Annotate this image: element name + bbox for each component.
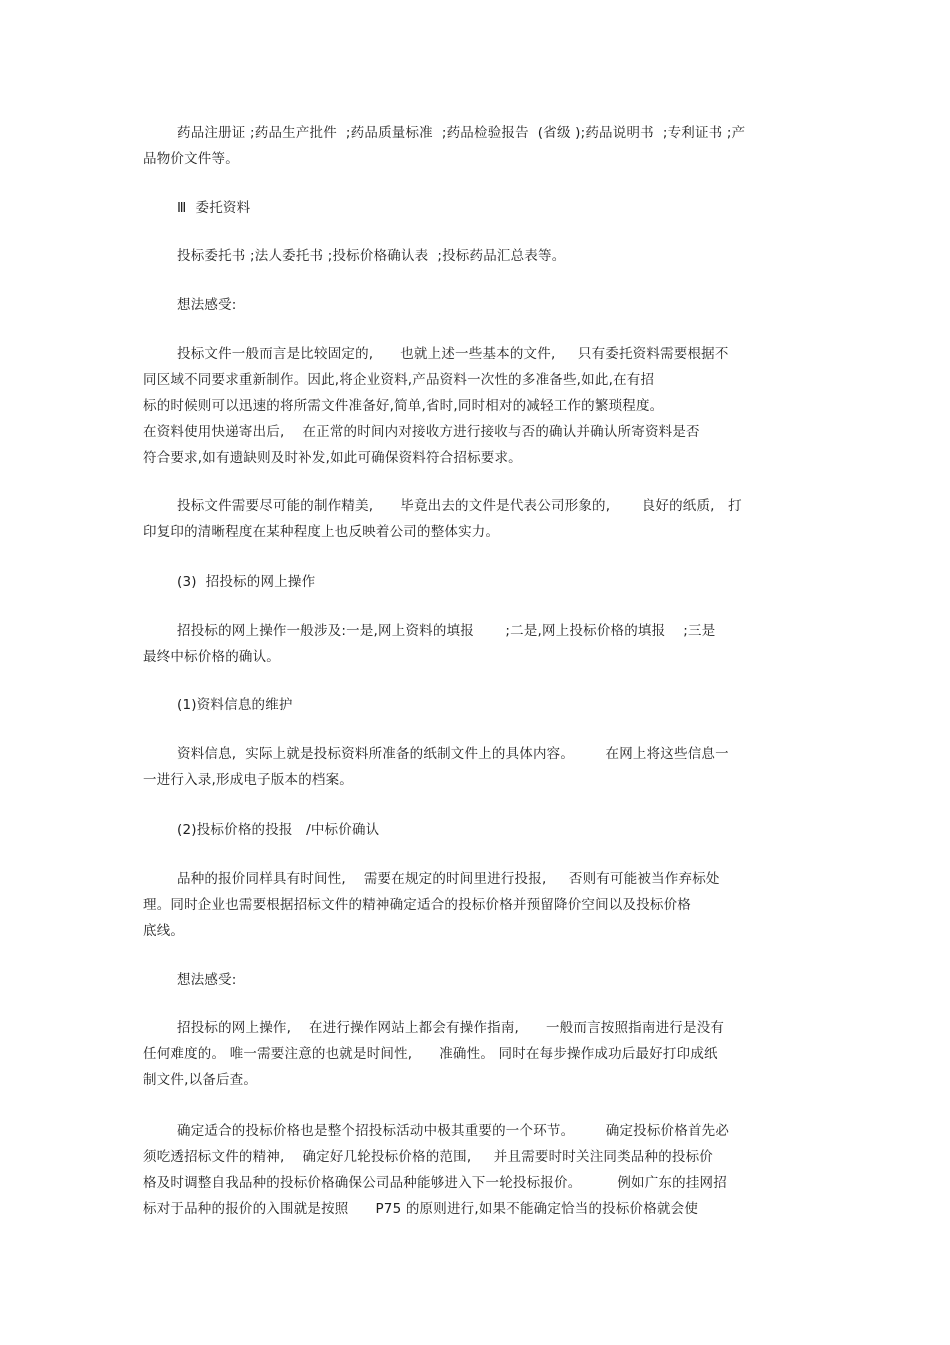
text-line: 品物价文件等。	[143, 151, 239, 167]
section-heading: 想法感受:	[177, 972, 237, 988]
text-line: 品种的报价同样具有时间性, 需要在规定的时间里进行投报, 否则有可能被当作弃标处	[177, 871, 720, 887]
text-line: 招投标的网上操作一般涉及:一是,网上资料的填报 ;二是,网上投标价格的填报 ;三是	[177, 623, 716, 639]
text-line: 理。同时企业也需要根据招标文件的精神确定适合的投标价格并预留降价空间以及投标价格	[143, 897, 691, 913]
text-line: 任何难度的。 唯一需要注意的也就是时间性, 准确性。 同时在每步操作成功后最好打印成纸	[143, 1046, 718, 1062]
text-line: 标对于品种的报价的入围就是按照 P75 的原则进行,如果不能确定恰当的投标价格就会使	[143, 1201, 699, 1217]
text-line: 在资料使用快递寄出后, 在正常的时间内对接收方进行接收与否的确认并确认所寄资料是否	[143, 424, 700, 440]
text-line: 一进行入录,形成电子版本的档案。	[143, 772, 353, 788]
text-line: 投标委托书 ;法人委托书 ;投标价格确认表 ;投标药品汇总表等。	[177, 248, 566, 264]
text-line: 格及时调整自我品种的投标价格确保公司品种能够进入下一轮投标报价。 例如广东的挂网招	[143, 1175, 727, 1191]
section-heading: 想法感受:	[177, 297, 237, 313]
text-line: 招投标的网上操作, 在进行操作网站上都会有操作指南, 一般而言按照指南进行是没有	[177, 1020, 725, 1036]
section-heading: (2)投标价格的投报 /中标价确认	[177, 822, 380, 838]
section-heading: Ⅲ 委托资料	[177, 200, 251, 216]
text-line: 底线。	[143, 923, 185, 939]
text-line: 须吃透招标文件的精神, 确定好几轮投标价格的范围, 并且需要时时关注同类品种的投标价	[143, 1149, 714, 1165]
text-line: 最终中标价格的确认。	[143, 649, 280, 665]
section-heading: (3) 招投标的网上操作	[177, 574, 316, 590]
text-line: 投标文件一般而言是比较固定的, 也就上述一些基本的文件, 只有委托资料需要根据不	[177, 346, 729, 362]
text-line: 投标文件需要尽可能的制作精美, 毕竟出去的文件是代表公司形象的, 良好的纸质, 打	[177, 498, 742, 514]
text-line: 制文件,以备后查。	[143, 1072, 258, 1088]
text-line: 符合要求,如有遗缺则及时补发,如此可确保资料符合招标要求。	[143, 450, 522, 466]
text-line: 印复印的清晰程度在某种程度上也反映着公司的整体实力。	[143, 524, 500, 540]
section-heading: (1)资料信息的维护	[177, 697, 293, 713]
text-line: 确定适合的投标价格也是整个招投标活动中极其重要的一个环节。 确定投标价格首先必	[177, 1123, 730, 1139]
text-line: 资料信息, 实际上就是投标资料所准备的纸制文件上的具体内容。 在网上将这些信息一	[177, 746, 729, 762]
text-line: 同区域不同要求重新制作。因此,将企业资料,产品资料一次性的多准备些,如此,在有招	[143, 372, 655, 388]
text-line: 标的时候则可以迅速的将所需文件准备好,简单,省时,同时相对的减轻工作的繁琐程度。	[143, 398, 664, 414]
text-line: 药品注册证 ;药品生产批件 ;药品质量标准 ;药品检验报告 (省级 );药品说明书 ;专利证书 ;产	[177, 125, 746, 141]
